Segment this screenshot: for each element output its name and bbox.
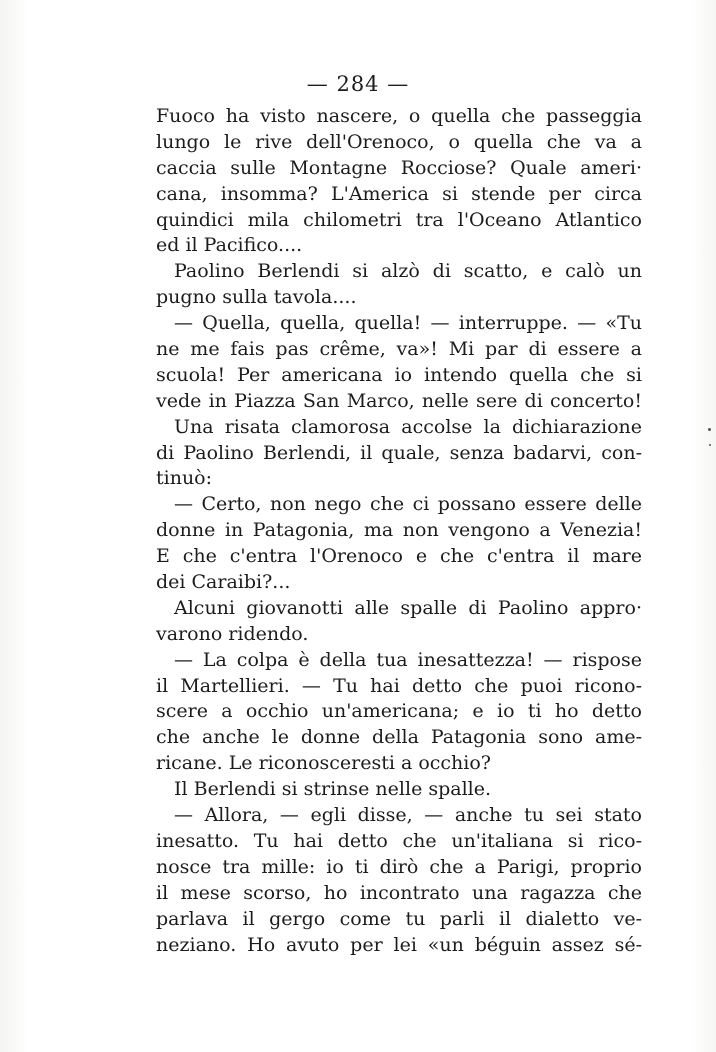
text-line: — Allora, — egli disse, — anche tu sei stato: [174, 804, 642, 827]
text-line: tinuò:: [156, 467, 213, 490]
scan-speck: [708, 428, 711, 431]
text-line: Fuoco ha visto nascere, o quella che passeggia: [156, 105, 642, 127]
text-line: parlava il gergo come tu parli il dialetto ve-: [156, 907, 642, 930]
text-line: Una risata clamorosa accolse la dichiarazione: [174, 415, 642, 438]
text-line: cana, insomma? L'America si stende per circa: [156, 182, 642, 205]
text-line: E che c'entra l'Orenoco e che c'entra il mare: [156, 545, 642, 568]
text-line: il mese scorso, ho incontrato una ragazza che: [156, 881, 642, 904]
text-line: inesatto. Tu hai detto che un'italiana si rico-: [156, 829, 642, 852]
text-line: pugno sulla tavola....: [156, 286, 357, 309]
text-line: donne in Patagonia, ma non vengono a Venezia!: [156, 519, 642, 542]
text-line: scuola! Per americana io intendo quella che si: [156, 363, 642, 386]
text-line: vede in Piazza San Marco, nelle sere di concerto!: [156, 389, 642, 412]
text-line: ne me fais pas crême, va»! Mi par di essere a: [156, 338, 642, 361]
text-line: Paolino Berlendi si alzò di scatto, e calò un: [174, 260, 642, 283]
text-line: lungo le rive dell'Orenoco, o quella che va a: [156, 130, 642, 153]
text-line: dei Caraibi?...: [156, 571, 291, 594]
text-line: ed il Pacifico....: [156, 234, 303, 257]
text-line: varono ridendo.: [156, 622, 309, 645]
text-line: quindici mila chilometri tra l'Oceano Atlantico: [156, 208, 642, 231]
body-text: [156, 104, 642, 958]
scan-speck: [709, 444, 711, 446]
text-line: caccia sulle Montagne Rocciose? Quale ameri·: [156, 156, 642, 179]
text-line: Il Berlendi si strinse nelle spalle.: [174, 778, 492, 801]
text-line: Alcuni giovanotti alle spalle di Paolino appro·: [174, 596, 642, 619]
text-line: — La colpa è della tua inesattezza! — rispose: [174, 648, 642, 671]
text-line: neziano. Ho avuto per lei «un béguin assez sé-: [156, 933, 642, 956]
text-line: che anche le donne della Patagonia sono ame-: [156, 726, 642, 749]
page-number: — 284 —: [306, 72, 410, 96]
text-line: il Martellieri. — Tu hai detto che puoi ricono-: [156, 674, 642, 697]
text-line: — Quella, quella, quella! — interruppe. — «Tu: [174, 312, 642, 335]
text-line: di Paolino Berlendi, il quale, senza badarvi, con-: [156, 441, 642, 464]
text-line: nosce tra mille: io ti dirò che a Parigi, proprio: [156, 855, 642, 878]
text-line: ricane. Le riconosceresti a occhio?: [156, 752, 491, 775]
text-line: scere a occhio un'americana; e io ti ho detto: [156, 700, 642, 723]
text-line: — Certo, non nego che ci possano essere delle: [174, 493, 642, 516]
